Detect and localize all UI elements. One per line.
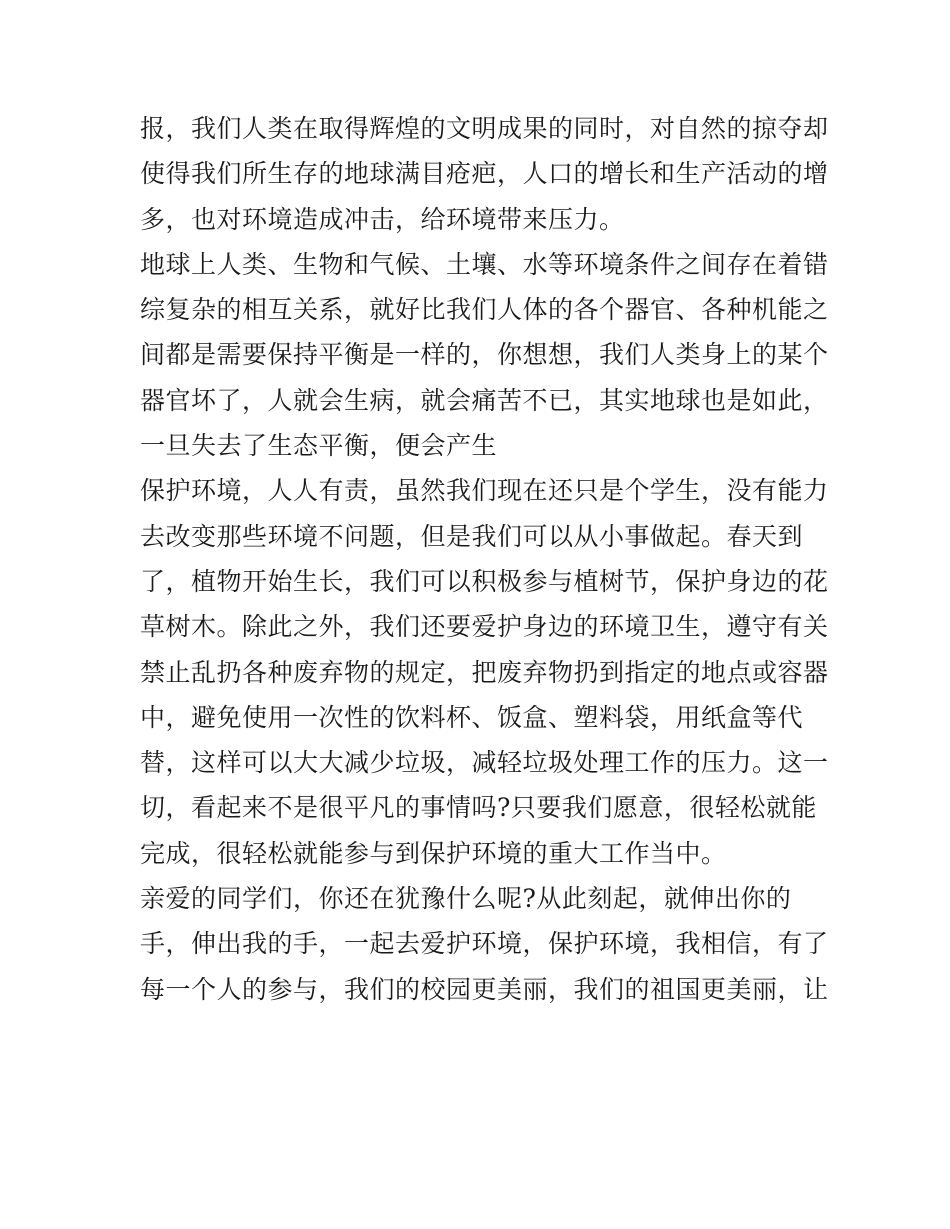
text-line: 综复杂的相互关系，就好比我们人体的各个器官、各种机能之 <box>140 295 829 325</box>
text-line: 器官坏了，人就会生病，就会痛苦不已，其实地球也是如此， <box>140 385 829 415</box>
text-line: 完成，很轻松就能参与到保护环境的重大工作当中。 <box>140 838 727 868</box>
text-line: 切，看起来不是很平凡的事情吗?只要我们愿意，很轻松就能 <box>140 793 817 823</box>
text-line: 间都是需要保持平衡是一样的，你想想，我们人类身上的某个 <box>140 340 829 370</box>
text-line: 每一个人的参与，我们的校园更美丽，我们的祖国更美丽，让 <box>140 974 829 1004</box>
text-line: 亲爱的同学们，你还在犹豫什么呢?从此刻起，就伸出你的 <box>140 884 792 914</box>
text-line: 使得我们所生存的地球满目疮疤，人口的增长和生产活动的增 <box>140 159 829 189</box>
body-text <box>140 106 829 1012</box>
text-line: 替，这样可以大大减少垃圾，减轻垃圾处理工作的压力。这一 <box>140 748 829 778</box>
text-line: 手，伸出我的手，一起去爱护环境，保护环境，我相信，有了 <box>140 929 829 959</box>
text-line: 一旦失去了生态平衡，便会产生 <box>140 431 498 461</box>
text-line: 保护环境，人人有责，虽然我们现在还只是个学生，没有能力 <box>140 476 829 506</box>
text-line: 禁止乱扔各种废弃物的规定，把废弃物扔到指定的地点或容器 <box>140 657 829 687</box>
text-line: 报，我们人类在取得辉煌的文明成果的同时，对自然的掠夺却 <box>140 114 829 143</box>
text-line: 了，植物开始生长，我们可以积极参与植树节，保护身边的花 <box>140 566 829 596</box>
text-line: 草树木。除此之外，我们还要爱护身边的环境卫生，遵守有关 <box>140 612 829 642</box>
text-line: 去改变那些环境不问题，但是我们可以从小事做起。春天到 <box>140 521 804 551</box>
text-line: 地球上人类、生物和气候、土壤、水等环境条件之间存在着错 <box>140 249 829 279</box>
text-line: 中，避免使用一次性的饮料杯、饭盒、塑料袋，用纸盒等代 <box>140 702 804 732</box>
text-line: 多，也对环境造成冲击，给环境带来压力。 <box>140 204 625 234</box>
